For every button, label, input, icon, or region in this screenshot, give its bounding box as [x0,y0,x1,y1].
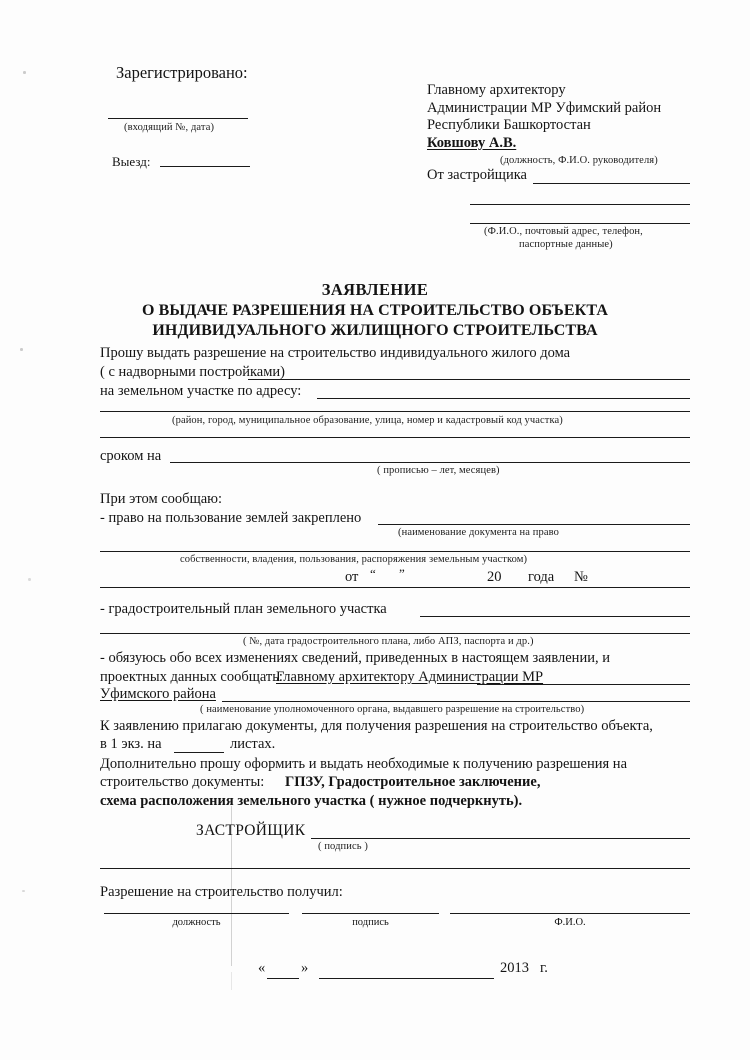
addressee-line-1: Главному архитектору [427,82,566,98]
plot-address-line-2[interactable] [100,411,690,412]
term-label: сроком на [100,448,162,464]
date-number-sign: № [574,569,588,585]
declaration-item-2: - градостроительный план земельного участка [100,601,387,617]
developer-signature-line[interactable] [311,838,690,839]
request-line-2: ( с надворными постройками) [100,364,286,380]
date-year-word: года [528,569,555,585]
notify-authority-fill-line-2[interactable] [222,701,690,702]
term-fill-line[interactable] [170,462,690,463]
from-developer-label: От застройщика [427,167,527,183]
plot-address-caption: (район, город, муниципальное образование, улица, номер и кадастровый код участка) [172,415,563,426]
land-right-document-line[interactable] [378,524,690,525]
declaration-item-1: - право на пользование землей закреплено [100,510,362,526]
registration-label: Зарегистрировано: [116,63,248,82]
title-line-2: О ВЫДАЧЕ РАЗРЕШЕНИЯ НА СТРОИТЕЛЬСТВО ОБЪЕКТА [142,302,608,319]
developer-caption-line-1: (Ф.И.О., почтовый адрес, телефон, [484,226,643,237]
fullname-line[interactable] [450,913,690,914]
date-year-prefix: 20 [487,569,502,585]
request-line-3: на земельном участке по адресу: [100,383,302,399]
day-fill-line[interactable] [267,978,299,979]
notify-authority-caption: ( наименование уполномоченного органа, выдавшего разрешение на строительство) [200,704,585,715]
permit-received-label: Разрешение на строительство получил: [100,884,343,900]
date-quote-open-bottom: « [258,960,266,976]
plot-address-line-3[interactable] [100,437,690,438]
date-quote-close: ” [399,566,405,581]
addressee-block [427,82,661,152]
document-date-fill-line[interactable] [100,587,690,588]
attachments-line-1: К заявлению прилагаю документы, для получения разрешения на строительство объекта, [100,718,653,734]
departure-label: Выезд: [112,154,151,169]
date-quote-open: “ [370,566,376,581]
developer-name-line-2[interactable] [470,204,690,205]
scan-speckle [28,578,31,581]
urban-plan-fill-line-1[interactable] [420,616,690,617]
attachments-line-3: Дополнительно прошу оформить и выдать необходимые к получению разрешения на [100,756,627,772]
docs-prefix: строительство документы: [100,774,265,790]
notify-prefix: проектных данных сообщать: [100,669,283,685]
land-right-document-line-2[interactable] [100,551,690,552]
incoming-number-line[interactable] [108,118,248,119]
addressee-line-3: Республики Башкортостан [427,117,591,133]
docs-bold-list: ГПЗУ, Градостроительное заключение, [285,774,541,790]
sheet-count-line[interactable] [174,752,224,753]
scan-fold-line [231,972,232,990]
notify-authority-value-2: Уфимского района [100,686,216,702]
position-caption: должность [172,917,221,928]
developer-signature-label: ЗАСТРОЙЩИК [196,822,306,839]
document-title [0,280,750,340]
form-year: 2013 [500,960,529,976]
addressee-position-caption: (должность, Ф.И.О. руководителя) [500,155,658,166]
urban-plan-caption: ( №, дата градостроительного плана, либо АПЗ, паспорта и др.) [243,636,534,647]
scan-speckle [23,71,26,74]
declaration-item-3-line-1: - обязуюсь обо всех изменениях сведений, приведенных в настоящем заявлении, и [100,650,610,666]
copies-prefix: в 1 экз. на [100,736,162,752]
outbuildings-fill-line[interactable] [248,379,690,380]
signature-column-caption: подпись [352,917,389,928]
document-date-row [100,567,690,589]
developer-name-line-3[interactable] [470,223,690,224]
signature-caption: ( подпись ) [318,841,368,852]
date-ot-label: от [345,569,359,585]
addressee-head-name: Ковшову А.В. [427,134,517,151]
scan-speckle [22,890,25,892]
title-line-3: ИНДИВИДУАЛЬНОГО ЖИЛИЩНОГО СТРОИТЕЛЬСТВА [152,322,598,339]
incoming-number-caption: (входящий №, дата) [124,122,215,133]
declaration-intro: При этом сообщаю: [100,491,223,507]
notify-authority-fill-line-1[interactable] [477,684,690,685]
developer-name-line-1[interactable] [533,183,690,184]
urban-plan-fill-line-2[interactable] [100,633,690,634]
departure-line[interactable] [160,166,250,167]
position-line[interactable] [104,913,289,914]
addressee-line-2: Администрации МР Уфимский район [427,99,662,116]
request-line-1: Прошу выдать разрешение на строительство индивидуального жилого дома [100,345,571,361]
land-right-caption-line-1: (наименование документа на право [398,527,559,538]
title-line-1: ЗАЯВЛЕНИЕ [321,280,429,299]
term-caption: ( прописью – лет, месяцев) [377,465,500,476]
month-fill-line[interactable] [319,978,494,979]
attachments-line-5: схема расположения земельного участка ( нужное подчеркнуть). [100,793,523,809]
notify-authority-value: Главному архитектору Администрации МР [276,669,544,685]
plot-address-line-1[interactable] [317,398,690,399]
signature-line[interactable] [302,913,439,914]
fullname-caption: Ф.И.О. [554,917,586,928]
developer-caption-line-2: паспортные данные) [519,239,613,250]
scan-speckle [20,348,23,351]
copies-suffix: листах. [230,736,276,752]
developer-signature-underline[interactable] [100,868,690,869]
land-right-caption-line-2: собственности, владения, пользования, распоряжения земельным участком) [180,554,528,565]
form-year-suffix: г. [540,960,548,976]
date-quote-close-bottom: » [301,960,309,976]
